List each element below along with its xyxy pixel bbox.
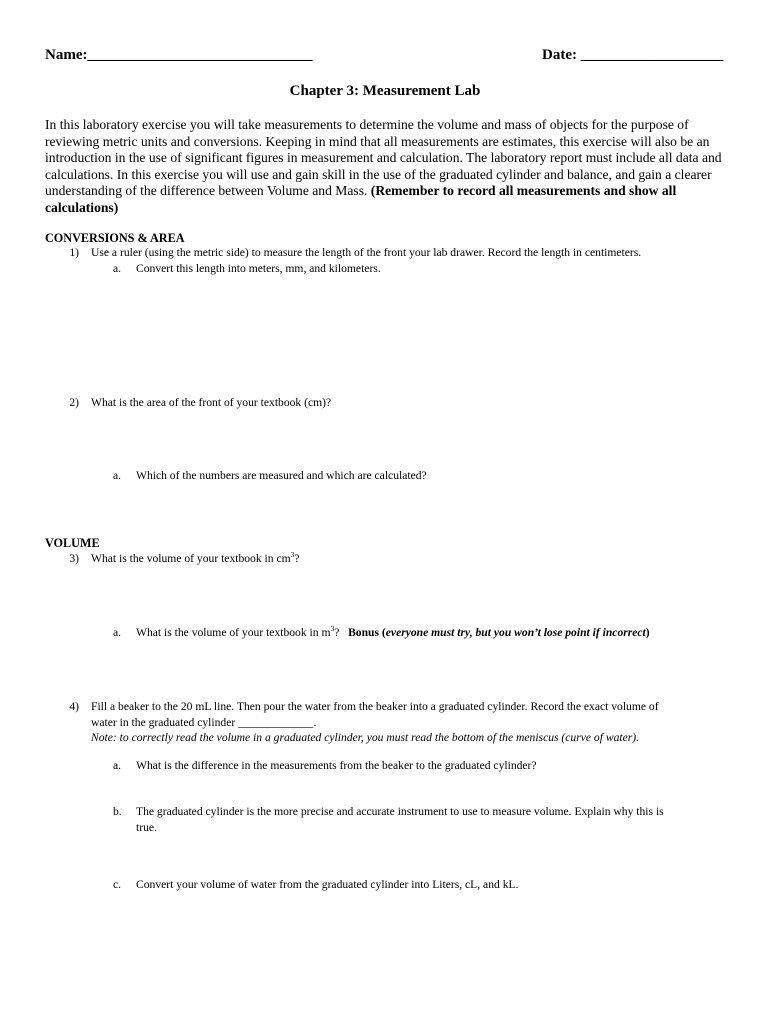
question-2-text: What is the area of the front of your textbook (cm)? [91, 396, 332, 409]
section-heading-conversions: CONVERSIONS & AREA [45, 231, 185, 245]
question-4b-text [136, 804, 756, 835]
question-4c-letter: c. [113, 878, 122, 891]
bonus-paren-close: ) [645, 626, 650, 639]
question-1-number: 1) [69, 246, 79, 259]
question-4b-line-2: true. [136, 820, 157, 834]
bonus-label: Bonus [348, 626, 380, 639]
question-2-number: 2) [69, 396, 79, 409]
question-2a-letter: a. [113, 469, 122, 482]
question-2a-text: Which of the numbers are measured and which are calculated? [136, 469, 427, 482]
question-4b-line-1: The graduated cylinder is the more precise and accurate instrument to use to measure volume. Explain why this is [136, 805, 664, 818]
question-3a-letter: a. [113, 626, 122, 639]
question-4a-text: What is the difference in the measurements from the beaker to the graduated cylinder? [136, 759, 537, 772]
question-3-text-end: ? [294, 552, 300, 565]
question-1a-letter: a. [113, 262, 122, 275]
question-4-line-1: Fill a beaker to the 20 mL line. Then pour the water from the beaker into a graduated cylinder. Record the exact volume of [91, 700, 659, 713]
date-field-label: Date: ___________________ [542, 47, 724, 63]
question-1-text: Use a ruler (using the metric side) to measure the length of the front your lab drawer. Record the length in centimeters. [91, 246, 642, 259]
intro-paragraph [45, 117, 735, 217]
question-3-text-main: What is the volume of your textbook in cm [91, 552, 291, 565]
bonus-paren-open: ( [379, 626, 386, 639]
question-3a-text-end: ? [334, 626, 349, 639]
question-3-text [91, 551, 300, 567]
meniscus-note: Note: to correctly read the volume in a graduated cylinder, you must read the bottom of the meniscus (curve of water). [91, 731, 640, 744]
question-1a-text: Convert this length into meters, mm, and kilometers. [136, 262, 381, 275]
cubic-superscript: 3 [330, 624, 335, 634]
question-4b-letter: b. [113, 805, 122, 818]
question-4-text [91, 699, 756, 746]
question-3-number: 3) [69, 552, 79, 565]
question-4c-text: Convert your volume of water from the graduated cylinder into Liters, cL, and kL. [136, 878, 519, 891]
section-heading-volume: VOLUME [45, 536, 100, 550]
question-4-number: 4) [69, 700, 79, 713]
question-3a-text [136, 625, 650, 641]
question-3a-text-main: What is the volume of your textbook in m [136, 626, 331, 639]
cubic-superscript: 3 [290, 550, 295, 560]
bonus-note: everyone must try, but you won’t lose point if incorrect [385, 626, 646, 639]
intro-text: In this laboratory exercise you will take measurements to determine the volume and mass of objects for the purpose of reviewing metric units and conversions. Keeping in mind that all measurements are estimates, this exercise will also be an introduction in the use of significant figures in measurement and calculation. The laboratory report must include all data and calculations. In this exercise you will use and gain skill in the use of the graduated cylinder and balance, and gain a clearer understanding of the difference between Volume and Mass. [45, 117, 722, 199]
name-field-label: Name:______________________________ [45, 47, 313, 63]
question-4a-letter: a. [113, 759, 122, 772]
intro-emphasis: (Remember to record all measurements and show all calculations) [45, 183, 677, 215]
question-4-line-2: water in the graduated cylinder _____________. [91, 715, 317, 729]
page-title: Chapter 3: Measurement Lab [289, 83, 481, 99]
